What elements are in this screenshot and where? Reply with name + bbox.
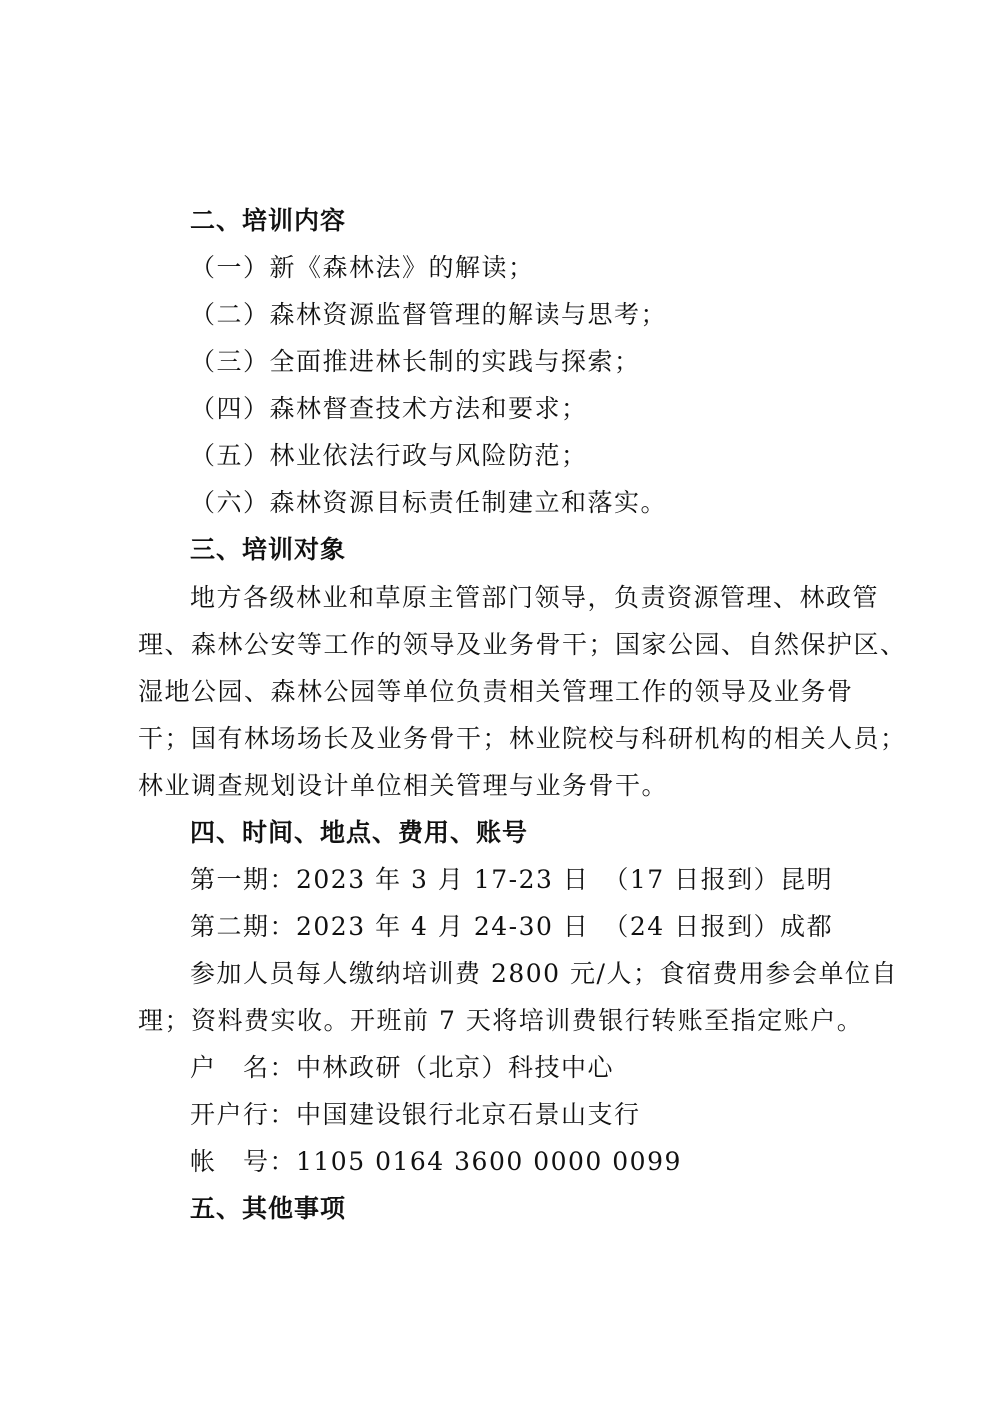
paragraph-line: 林业调查规划设计单位相关管理与业务骨干。 bbox=[138, 771, 669, 800]
paragraph-line: 理、森林公安等工作的领导及业务骨干；国家公园、自然保护区、 bbox=[138, 630, 907, 659]
paragraph-line: 湿地公园、森林公园等单位负责相关管理工作的领导及业务骨 bbox=[138, 677, 854, 706]
account-name: 户 名：中林政研（北京）科技中心 bbox=[190, 1053, 615, 1082]
list-item: （五）林业依法行政与风险防范； bbox=[190, 441, 588, 470]
period-1: 第一期：2023 年 3 月 17-23 日 （17 日报到）昆明 bbox=[190, 865, 834, 894]
paragraph-line: 地方各级林业和草原主管部门领导，负责资源管理、林政管 bbox=[190, 583, 880, 612]
section-2-heading: 二、培训内容 bbox=[190, 206, 347, 235]
period-2: 第二期：2023 年 4 月 24-30 日 （24 日报到）成都 bbox=[190, 912, 834, 941]
account-number: 帐 号：1105 0164 3600 0000 0099 bbox=[190, 1147, 682, 1176]
section-4-heading: 四、时间、地点、费用、账号 bbox=[190, 818, 529, 847]
list-item: （二）森林资源监督管理的解读与思考； bbox=[190, 300, 668, 329]
fee-line: 参加人员每人缴纳培训费 2800 元/人；食宿费用参会单位自 bbox=[190, 959, 898, 988]
bank-name: 开户行：中国建设银行北京石景山支行 bbox=[190, 1100, 641, 1129]
fee-line: 理；资料费实收。开班前 7 天将培训费银行转账至指定账户。 bbox=[138, 1006, 864, 1035]
list-item: （六）森林资源目标责任制建立和落实。 bbox=[190, 488, 668, 517]
list-item: （一）新《森林法》的解读； bbox=[190, 253, 535, 282]
section-3-heading: 三、培训对象 bbox=[190, 535, 347, 564]
paragraph-line: 干；国有林场场长及业务骨干；林业院校与科研机构的相关人员； bbox=[138, 724, 907, 753]
list-item: （三）全面推进林长制的实践与探索； bbox=[190, 347, 641, 376]
section-5-heading: 五、其他事项 bbox=[190, 1194, 347, 1223]
list-item: （四）森林督查技术方法和要求； bbox=[190, 394, 588, 423]
